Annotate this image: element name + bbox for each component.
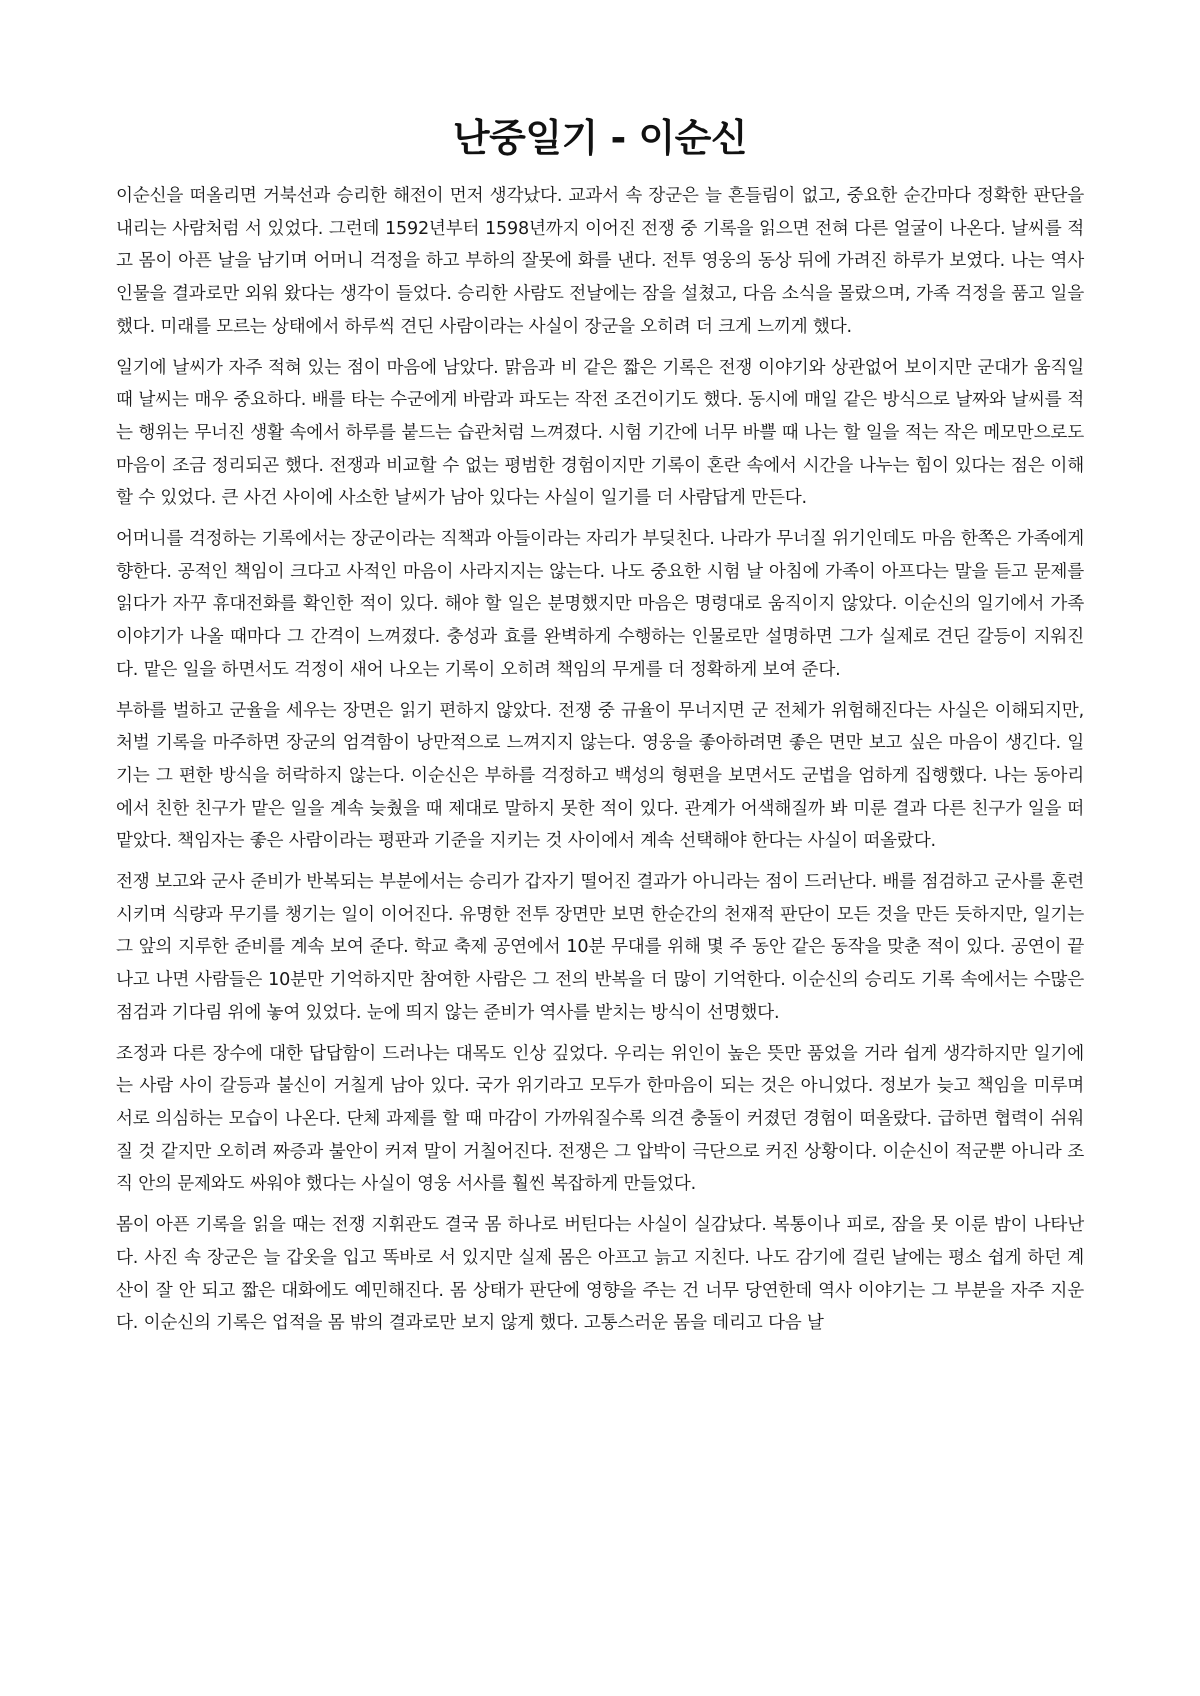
paragraph-6: 조정과 다른 장수에 대한 답답함이 드러나는 대목도 인상 깊었다. 우리는 위인이 높은 뜻만 품었을 거라 쉽게 생각하지만 일기에는 사람 사이 갈등과 불신이 거칠게 남아 있다. 국가 위기라고 모두가 한마음이 되는 것은 아니었다. 정보가 늦고 책임을 미루며 서로 의심하는 모습이 나온다. 단체 과제를 할 때 마감이 가까워질수록 의견 충돌이 커졌던 경험이 떠올랐다. 급하면 협력이 쉬워질 것 같지만 오히려 짜증과 불안이 커져 말이 거칠어진다. 전쟁은 그 압박이 극단으로 커진 상황이다. 이순신이 적군뿐 아니라 조직 안의 문제와도 싸워야 했다는 사실이 영웅 서사를 훨씬 복잡하게 만들었다. — [116, 1043, 1084, 1195]
paragraph-5: 전쟁 보고와 군사 준비가 반복되는 부분에서는 승리가 갑자기 떨어진 결과가 아니라는 점이 드러난다. 배를 점검하고 군사를 훈련시키며 식량과 무기를 챙기는 일이 이어진다. 유명한 전투 장면만 보면 한순간의 천재적 판단이 모든 것을 만든 듯하지만, 일기는 그 앞의 지루한 준비를 계속 보여 준다. 학교 축제 공연에서 10분 무대를 위해 몇 주 동안 같은 동작을 맞춘 적이 있다. 공연이 끝나고 나면 사람들은 10분만 기억하지만 참여한 사람은 그 전의 반복을 더 많이 기억한다. 이순신의 승리도 기록 속에서는 수많은 점검과 기다림 위에 놓여 있었다. 눈에 띄지 않는 준비가 역사를 받치는 방식이 선명했다. — [116, 872, 1084, 1023]
paragraph-7: 몸이 아픈 기록을 읽을 때는 전쟁 지휘관도 결국 몸 하나로 버틴다는 사실이 실감났다. 복통이나 피로, 잠을 못 이룬 밤이 나타난다. 사진 속 장군은 늘 갑옷을 입고 똑바로 서 있지만 실제 몸은 아프고 늙고 지친다. 나도 감기에 걸린 날에는 평소 쉽게 하던 계산이 잘 안 되고 짧은 대화에도 예민해진다. 몸 상태가 판단에 영향을 주는 건 너무 당연한데 역사 이야기는 그 부분을 자주 지운다. 이순신의 기록은 업적을 몸 밖의 결과로만 보지 않게 했다. 고통스러운 몸을 데리고 다음 날 — [116, 1215, 1084, 1334]
document-page — [116, 110, 1084, 1348]
paragraph-1: 이순신을 떠올리면 거북선과 승리한 해전이 먼저 생각났다. 교과서 속 장군은 늘 흔들림이 없고, 중요한 순간마다 정확한 판단을 내리는 사람처럼 서 있었다. 그런데 1592년부터 1598년까지 이어진 전쟁 중 기록을 읽으면 전혀 다른 얼굴이 나온다. 날씨를 적고 몸이 아픈 날을 남기며 어머니 걱정을 하고 부하의 잘못에 화를 낸다. 전투 영웅의 동상 뒤에 가려진 하루가 보였다. 나는 역사 인물을 결과로만 외워 왔다는 생각이 들었다. 승리한 사람도 전날에는 잠을 설쳤고, 다음 소식을 몰랐으며, 가족 걱정을 품고 일을 했다. 미래를 모르는 상태에서 하루씩 견딘 사람이라는 사실이 장군을 오히려 더 크게 느끼게 했다. — [116, 186, 1084, 337]
paragraph-3: 어머니를 걱정하는 기록에서는 장군이라는 직책과 아들이라는 자리가 부딪친다. 나라가 무너질 위기인데도 마음 한쪽은 가족에게 향한다. 공적인 책임이 크다고 사적인 마음이 사라지지는 않는다. 나도 중요한 시험 날 아침에 가족이 아프다는 말을 듣고 문제를 읽다가 자꾸 휴대전화를 확인한 적이 있다. 해야 할 일은 분명했지만 마음은 명령대로 움직이지 않았다. 이순신의 일기에서 가족 이야기가 나올 때마다 그 간격이 느껴졌다. 충성과 효를 완벽하게 수행하는 인물로만 설명하면 그가 실제로 견딘 갈등이 지워진다. 맡은 일을 하면서도 걱정이 새어 나오는 기록이 오히려 책임의 무게를 더 정확하게 보여 준다. — [116, 529, 1084, 680]
paragraph-4: 부하를 벌하고 군율을 세우는 장면은 읽기 편하지 않았다. 전쟁 중 규율이 무너지면 군 전체가 위험해진다는 사실은 이해되지만, 처벌 기록을 마주하면 장군의 엄격함이 낭만적으로 느껴지지 않는다. 영웅을 좋아하려면 좋은 면만 보고 싶은 마음이 생긴다. 일기는 그 편한 방식을 허락하지 않는다. 이순신은 부하를 걱정하고 백성의 형편을 보면서도 군법을 엄하게 집행했다. 나는 동아리에서 친한 친구가 맡은 일을 계속 늦췄을 때 제대로 말하지 못한 적이 있다. 관계가 어색해질까 봐 미룬 결과 다른 친구가 일을 떠맡았다. 책임자는 좋은 사람이라는 평판과 기준을 지키는 것 사이에서 계속 선택해야 한다는 사실이 떠올랐다. — [116, 700, 1084, 852]
paragraph-2: 일기에 날씨가 자주 적혀 있는 점이 마음에 남았다. 맑음과 비 같은 짧은 기록은 전쟁 이야기와 상관없어 보이지만 군대가 움직일 때 날씨는 매우 중요하다. 배를 타는 수군에게 바람과 파도는 작전 조건이기도 했다. 동시에 매일 같은 방식으로 날짜와 날씨를 적는 행위는 무너진 생활 속에서 하루를 붙드는 습관처럼 느껴졌다. 시험 기간에 너무 바쁠 때 나는 할 일을 적는 작은 메모만으로도 마음이 조금 정리되곤 했다. 전쟁과 비교할 수 없는 평범한 경험이지만 기록이 혼란 속에서 시간을 나누는 힘이 있다는 점은 이해할 수 있었다. 큰 사건 사이에 사소한 날씨가 남아 있다는 사실이 일기를 더 사람답게 만든다. — [116, 357, 1084, 509]
document-title: 난중일기 - 이순신 — [452, 116, 748, 160]
